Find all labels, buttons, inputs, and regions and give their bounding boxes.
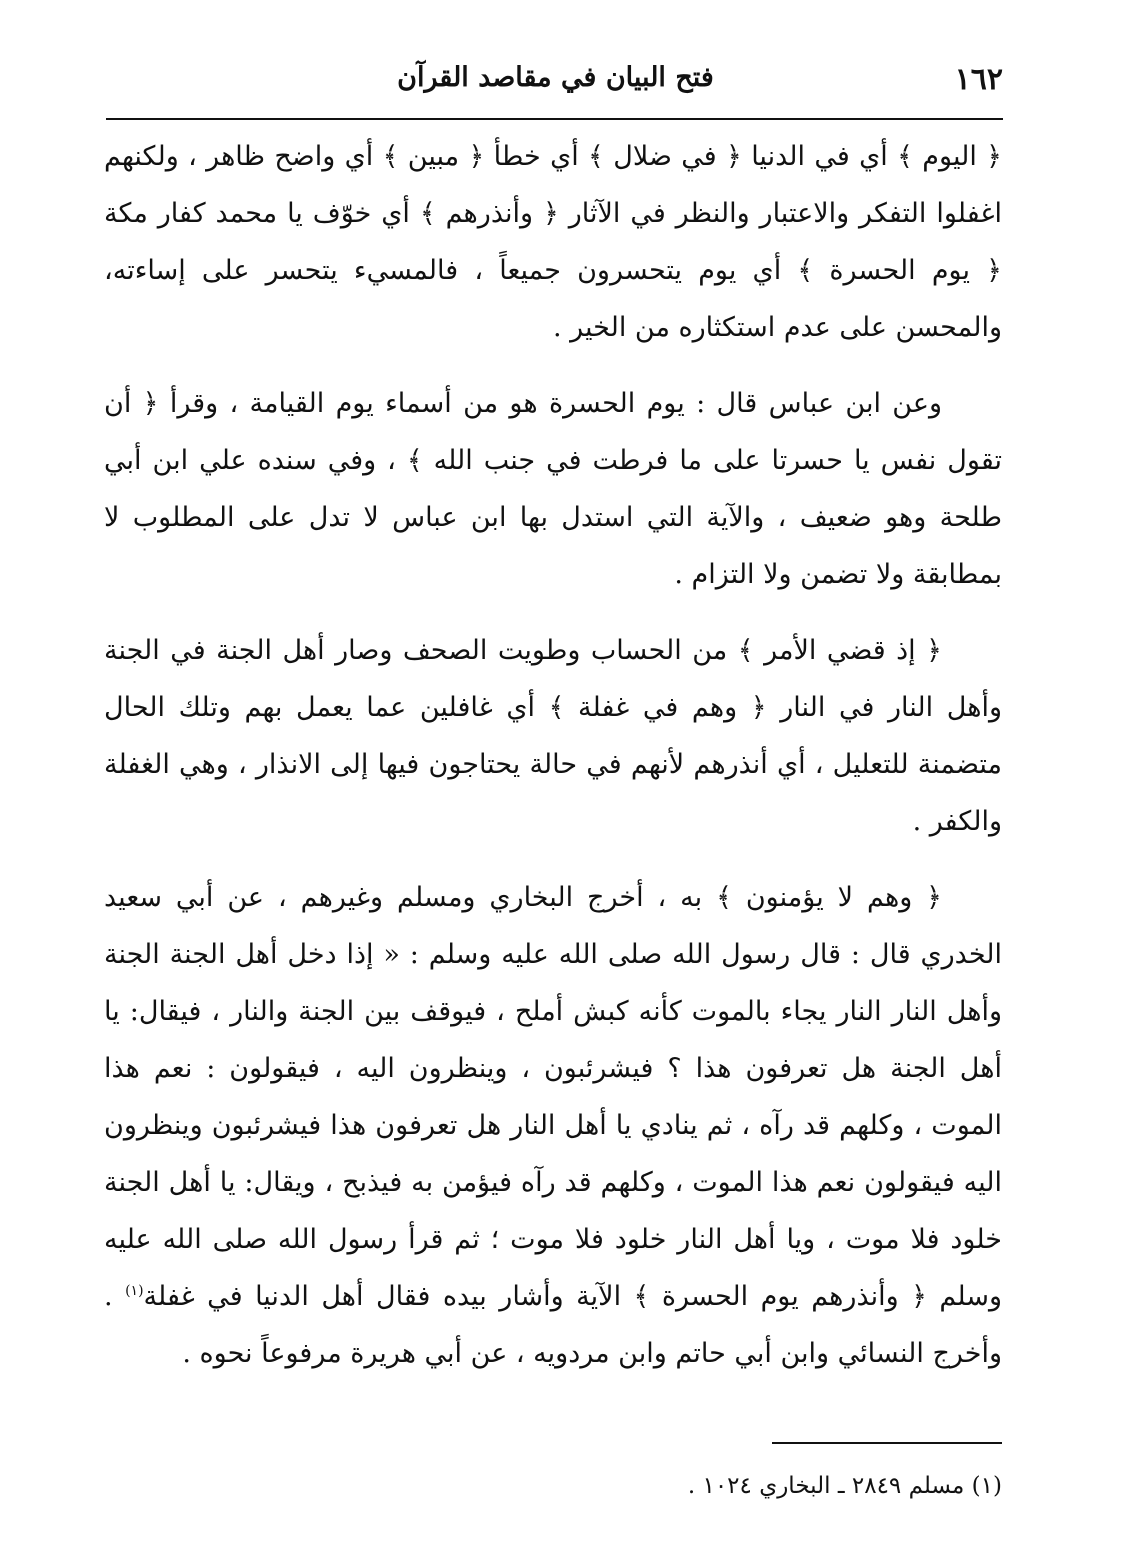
paragraph-4-text-after: . وأخرج النسائي وابن أبي حاتم وابن مردويه ، عن أبي هريرة مرفوعاً نحوه . [104,1281,1002,1369]
paragraph-4 [104,869,1002,1382]
header-rule [106,118,1003,120]
paragraph-2: وعن ابن عباس قال : يوم الحسرة هو من أسماء يوم القيامة ، وقرأ ﴿ أن تقول نفس يا حسرتا على ما فرطت في جنب الله ﴾ ، وفي سنده علي ابن أبي طلحة وهو ضعيف ، والآية التي استدل بها ابن عباس لا تدل على المطلوب لا بمطابقة ولا تضمن ولا التزام . [104,388,1002,590]
paragraph-3: ﴿ إذ قضي الأمر ﴾ من الحساب وطويت الصحف وصار أهل الجنة في الجنة وأهل النار في النار ﴿ وهم في غفلة ﴾ أي غافلين عما يعمل بهم وتلك الحال متضمنة للتعليل ، أي أنذرهم لأنهم في حالة يحتاجون فيها إلى الانذار ، وهي الغفلة والكفر . [104,635,1002,837]
page-number: ١٦٢ [954,62,1003,97]
footnote-rule [772,1442,1002,1444]
footnote-reference: (١) [125,1283,144,1299]
running-header [108,60,1003,114]
running-title: فتح البيان في مقاصد القرآن [397,62,714,93]
main-text [104,128,1002,1382]
paragraph-1: ﴿ اليوم ﴾ أي في الدنيا ﴿ في ضلال ﴾ أي خطأ ﴿ مبين ﴾ أي واضح ظاهر ، ولكنهم اغفلوا التفكر والاعتبار والنظر في الآثار ﴿ وأنذرهم ﴾ أي خوّف يا محمد كفار مكة ﴿ يوم الحسرة ﴾ أي يوم يتحسرون جميعاً ، فالمسيء يتحسر على إساءته، والمحسن على عدم استكثاره من الخير . [104,141,1002,343]
footnote: (١) مسلم ٢٨٤٩ ـ البخاري ١٠٢٤ . [687,1473,1002,1499]
paragraph-4-text: ﴿ وهم لا يؤمنون ﴾ به ، أخرج البخاري ومسلم وغيرهم ، عن أبي سعيد الخدري قال : قال رسول الله صلى الله عليه وسلم : « إذا دخل أهل الجنة الجنة وأهل النار النار يجاء بالموت كأنه كبش أملح ، فيوقف بين الجنة والنار ، فيقال: يا أهل الجنة هل تعرفون هذا ؟ فيشرئبون ، وينظرون اليه ، فيقولون : نعم هذا الموت ، وكلهم قد رآه ، ثم ينادي يا أهل النار هل تعرفون هذا فيشرئبون وينظرون اليه فيقولون نعم هذا الموت ، وكلهم قد رآه فيؤمن به فيذبح ، ويقال: يا أهل الجنة خلود فلا موت ، ويا أهل النار خلود فلا موت ؛ ثم قرأ رسول الله صلى الله عليه وسلم ﴿ وأنذرهم يوم الحسرة ﴾ الآية وأشار بيده فقال أهل الدنيا في غفلة [104,882,1003,1312]
